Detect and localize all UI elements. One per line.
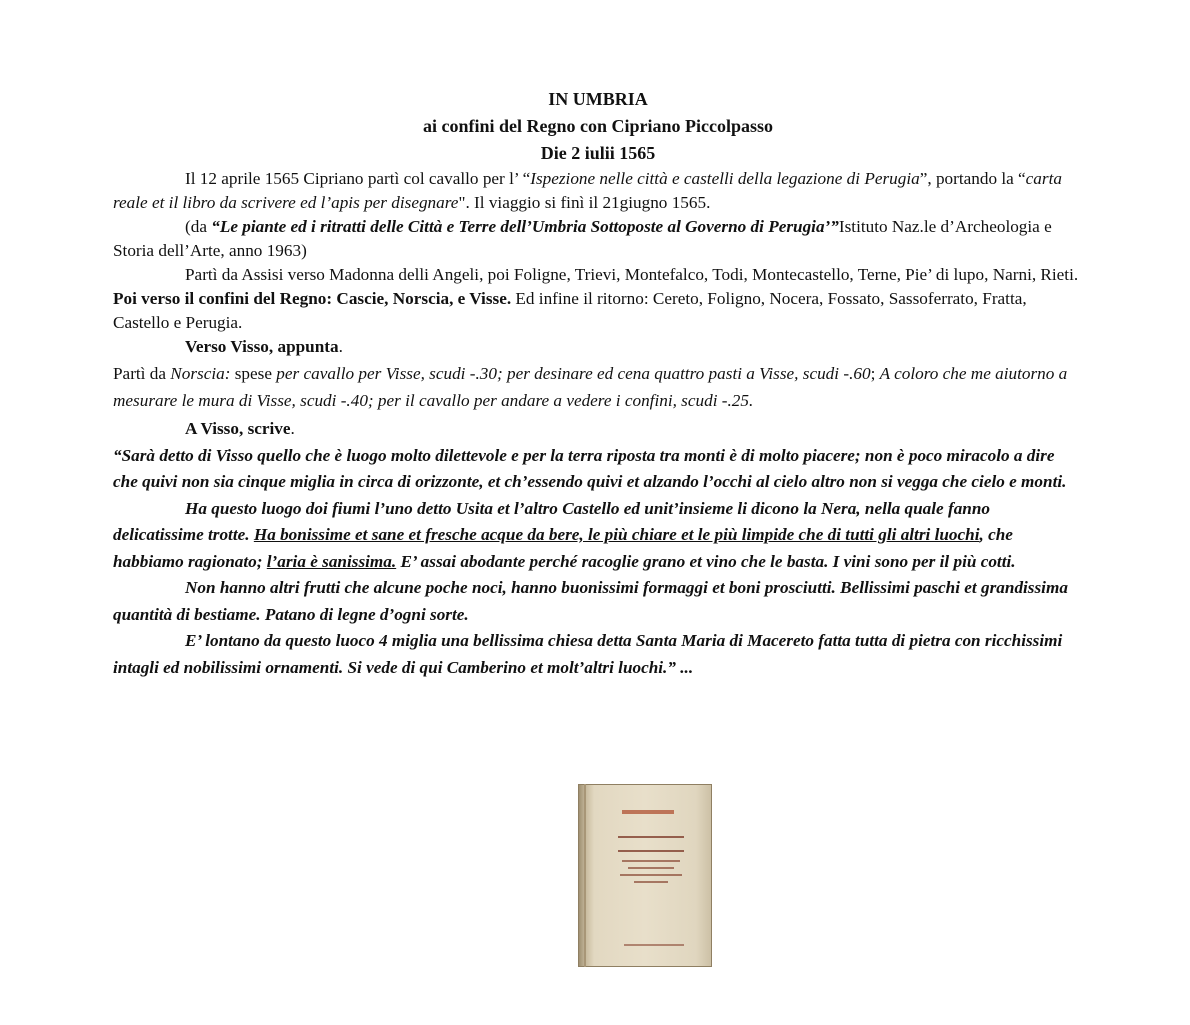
italic-span: per cavallo per Visse, scudi -.30; per desinare ed cena quattro pasti a Visse, scudi -.60 <box>276 364 871 383</box>
quote-paragraph-3: Non hanno altri frutti che alcune poche noci, hanno buonissimi formaggi et boni prosciutti. Bellissimi paschi et grandissima quantità di bestiame. Patano di legne d’ogni sorte. <box>113 578 1068 624</box>
document-date: Die 2 iulii 1565 <box>540 143 656 163</box>
italic-span: Ispezione nelle città e castelli della legazione di Perugia <box>530 169 920 188</box>
bold-span: Verso Visso, appunta <box>185 337 339 356</box>
quote-paragraph-4: E’ lontano da questo luoco 4 miglia una bellissima chiesa detta Santa Maria di Macereto fatta tutta di pietra con ricchissimi intagli ed nobilissimi ornamenti. Si vede di qui Camberino et molt’altri luochi.” ... <box>113 631 1063 677</box>
text-span: , che habbiamo ragionato; <box>113 525 1013 571</box>
text-span: Istituto Naz.le d’Archeologia e Storia dell’Arte, anno 1963) <box>113 217 1052 260</box>
italic-span: Norscia: <box>170 364 231 383</box>
text-span: spese <box>230 364 277 383</box>
intro-paragraph-2 <box>113 215 1083 263</box>
text-span: Partì da Assisi verso Madonna delli Angeli, poi Foligne, Trievi, Montefalco, Todi, Montecastello, Terne, Pie’ di lupo, Narni, Rieti. <box>185 265 1079 284</box>
text-span: Ed infine il ritorno: Cereto, Foligno, Nocera, Fossato, Sassoferrato, Fratta, Castello e Perugia. <box>113 289 1027 332</box>
quote-intro <box>113 416 1083 443</box>
section-heading-verso-visso <box>113 335 1083 359</box>
text-span: ; <box>870 364 880 383</box>
bold-italic-span: “Le piante ed i ritratti delle Città e Terre dell’Umbria Sottoposte al Governo di Perugia’” <box>211 217 839 236</box>
expenses-paragraph <box>113 361 1083 414</box>
underlined-span: Ha bonissime et sane et fresche acque da bere, le più chiare et le più limpide che di tutti gli altri luochi <box>253 525 980 544</box>
text-span: Partì da <box>113 364 171 383</box>
text-span: Ha questo luogo doi fiumi l’uno detto Usita et l’altro Castello ed unit’insieme li dicono la Nera, nella quale fanno delicatissime trotte. <box>113 498 991 544</box>
quote-paragraph-1: “Sarà detto di Visso quello che è luogo molto dilettevole e per la terra riposta tra monti è di molto piacere; non è poco miracolo a dire che quivi non sia cinque miglia in circa di orizzonte, et ch’essendo quivi et alzando l’occhi al cielo altro non si vegga che cielo e monti. <box>113 445 1067 491</box>
intro-paragraph-3 <box>113 263 1083 335</box>
text-span: Il 12 aprile 1565 Cipriano partì col cavallo per l’ “ <box>185 169 531 188</box>
underlined-span: l’aria è sanissima. <box>266 551 397 571</box>
text-span: (da <box>185 217 212 236</box>
document-title: IN UMBRIA <box>548 89 648 109</box>
text-span: . <box>290 419 295 438</box>
book-cover-author <box>622 810 674 814</box>
book-cover-subtitle-line <box>622 860 680 862</box>
text-span: ”, portando la “ <box>919 169 1026 188</box>
book-cover-title <box>618 836 684 852</box>
book-cover-subtitle-line <box>628 867 674 869</box>
book-cover-publisher <box>624 944 684 946</box>
italic-span: carta reale et il libro da scrivere ed l’apis per disegnare <box>113 169 1062 212</box>
bold-span: A Visso, scrive <box>185 419 291 438</box>
book-cover-image <box>578 784 712 967</box>
italic-span: A coloro che me aiutorno a mesurare le mura di Visse, scudi -.40; per il cavallo per andare a vedere i confini, scudi -.25. <box>113 364 1068 410</box>
book-cover-subtitle-line <box>634 881 668 883</box>
text-span: ". Il viaggio si finì il 21giugno 1565. <box>458 193 711 212</box>
text-span: E’ assai abodante perché racoglie grano et vino che le basta. I vini sono per il più cotti. <box>396 551 1016 571</box>
quote-paragraph-2 <box>113 496 1083 576</box>
book-cover-subtitle-line <box>620 874 682 876</box>
text-span: . <box>338 337 343 356</box>
document-subtitle: ai confini del Regno con Cipriano Piccolpasso <box>422 116 773 136</box>
bold-span: Poi verso il confini del Regno: Cascie, Norscia, e Visse. <box>113 289 512 308</box>
book-spine-edge <box>584 784 586 967</box>
intro-paragraph-1 <box>113 167 1083 215</box>
document-body <box>113 86 1083 681</box>
